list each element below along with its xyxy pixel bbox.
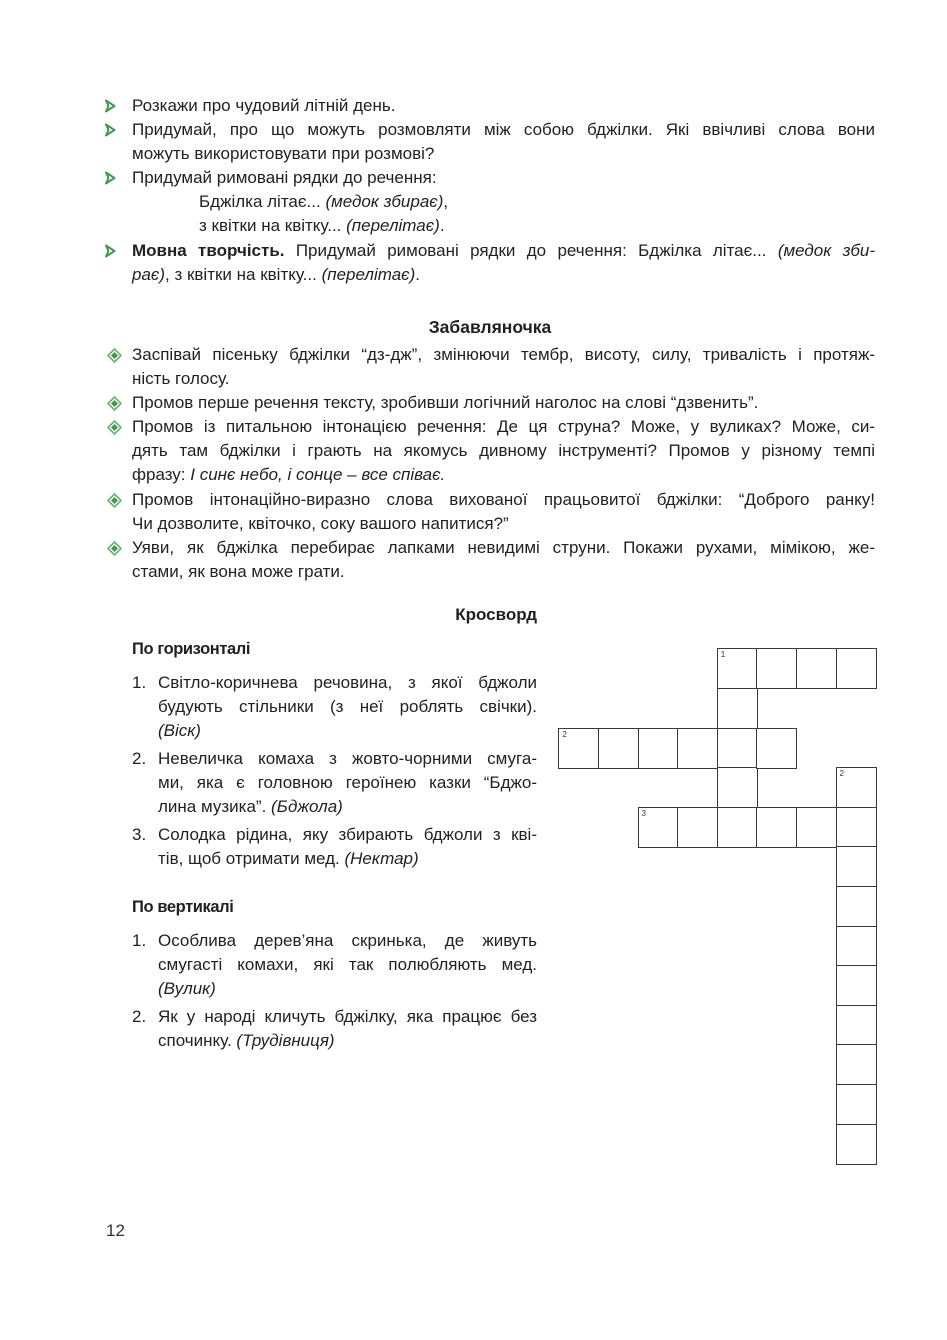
text: Придумай римовані рядки до речення: Бджілка літає... — [284, 240, 778, 260]
text: Промов інтонаційно-виразно слова вихованої працьовитої бджілки: “Доброго ранку! — [132, 489, 875, 509]
text-line — [158, 953, 537, 977]
arrow-right-outline-icon — [104, 244, 116, 258]
text: спочинку. — [158, 1031, 237, 1050]
clue-number: 1. — [132, 673, 147, 692]
italic-text: (Бджола) — [271, 797, 343, 816]
text-line — [158, 795, 537, 819]
crossword-cell — [677, 807, 718, 848]
crossword-cell — [756, 728, 797, 769]
text-line — [132, 488, 875, 512]
crossword-grid — [559, 649, 879, 1169]
text: Придумай римовані рядки до речення: — [132, 168, 437, 188]
text-line — [158, 771, 537, 795]
crossword-cell — [717, 688, 758, 729]
text-line — [132, 263, 875, 287]
cell-number: 2 — [562, 729, 567, 739]
text: Розкажи про чудовий літній день. — [132, 96, 396, 115]
crossword-cell — [836, 965, 877, 1006]
game-item — [132, 415, 875, 487]
text-line — [132, 463, 875, 487]
italic-text: рає) — [132, 264, 165, 284]
diamond-bullet-icon — [107, 348, 122, 363]
text-line — [158, 847, 537, 871]
page-number: 12 — [106, 1221, 125, 1240]
italic-text: (Нектар) — [344, 849, 419, 868]
crossword-cell — [717, 728, 758, 769]
text: ність голосу. — [132, 369, 230, 389]
diamond-bullet-icon — [107, 541, 122, 556]
text: Бджілка літає... — [199, 192, 326, 212]
text: з квітки на квітку... — [199, 216, 347, 236]
down-clues — [132, 925, 537, 1053]
diamond-bullet-icon — [107, 396, 122, 411]
text: лина музика”. — [158, 797, 272, 816]
crossword-cell — [756, 807, 797, 848]
clue-number: 3. — [132, 825, 147, 844]
game-section — [132, 343, 875, 584]
cell-number: 1 — [720, 650, 726, 660]
text: Промов із питальною інтонацією речення: Де ця струна? Може, у вуликах? Може, си- — [132, 417, 875, 437]
text: дять там бджілки і грають на якомусь дивному інструменті? Промов у різному темпі — [132, 441, 875, 461]
game-item — [132, 536, 875, 584]
task-item — [132, 166, 875, 238]
text: фразу: — [132, 465, 191, 485]
text: Особлива дерев’яна скринька, де живуть — [158, 931, 537, 950]
task-item — [132, 118, 875, 166]
across-clues — [132, 667, 537, 871]
text-line — [158, 1029, 537, 1053]
text-line — [158, 1005, 537, 1029]
crossword-cell — [836, 648, 877, 689]
crossword-cell — [717, 648, 758, 689]
game-section-title: Забавляночка — [428, 317, 552, 337]
crossword-title: Кросворд — [455, 605, 537, 624]
crossword-cell — [836, 846, 877, 887]
text: стами, як вона може грати. — [132, 561, 345, 581]
crossword-cell — [836, 1005, 877, 1046]
text: . — [439, 216, 445, 236]
clue-number: 2. — [132, 749, 147, 768]
arrow-right-outline-icon — [104, 171, 116, 185]
italic-text: (медок збирає) — [325, 192, 444, 212]
cell-number: 3 — [641, 808, 646, 818]
italic-text: (Віск) — [158, 721, 201, 740]
text: Придумай, про що можуть розмовляти між собою бджілки. Які ввічливі слова вони — [132, 120, 875, 140]
crossword-cell — [638, 728, 679, 769]
crossword-cell — [836, 1044, 877, 1085]
clue-item — [132, 929, 537, 1001]
text: можуть використовувати при розмові? — [132, 144, 435, 164]
text-line — [158, 929, 537, 953]
italic-text: (медок зби- — [777, 240, 875, 260]
clue-number: 2. — [132, 1007, 147, 1026]
task-item — [132, 94, 875, 118]
text-line — [132, 391, 875, 415]
text-line — [158, 823, 537, 847]
crossword-cell — [796, 807, 837, 848]
italic-text: (Трудівниця) — [236, 1031, 335, 1050]
text-line — [158, 671, 537, 695]
text-line — [132, 94, 875, 118]
text-line — [132, 439, 875, 463]
crossword-cell — [836, 1084, 877, 1125]
arrow-right-outline-icon — [104, 99, 116, 113]
clue-item — [132, 823, 537, 871]
crossword-cell — [756, 648, 797, 689]
clue-item — [132, 671, 537, 743]
text: Невеличка комаха з жовто-чорними смуга- — [158, 749, 537, 768]
text: тів, щоб отримати мед. — [158, 849, 345, 868]
crossword-cell — [598, 728, 639, 769]
text: , — [443, 192, 449, 212]
text-line — [132, 166, 875, 190]
text: ми, яка є головною героїнею казки “Бджо- — [158, 773, 537, 792]
text-line — [132, 142, 875, 166]
crossword-cell — [717, 767, 758, 808]
text: Світло-коричнева речовина, з якої бджоли — [158, 673, 537, 692]
tasks-section — [132, 94, 875, 287]
diamond-bullet-icon — [107, 493, 122, 508]
italic-text: (перелітає) — [346, 216, 440, 236]
crossword-cell — [717, 807, 758, 848]
crossword-cell — [638, 807, 679, 848]
crossword-cell — [796, 648, 837, 689]
crossword-cell — [836, 767, 877, 808]
game-item — [132, 488, 875, 536]
text: Як у народі кличуть бджілку, яка працює без — [158, 1007, 537, 1026]
text-line — [132, 536, 875, 560]
text-line — [158, 977, 537, 1001]
text-line — [132, 512, 875, 536]
text: будують стільники (з неї роблять свічки). — [158, 697, 537, 716]
text: Заспівай пісеньку бджілки “дз-дж”, змінюючи тембр, висоту, силу, тривалість і протяж- — [132, 345, 875, 364]
game-item — [132, 343, 875, 391]
text: смугасті комахи, які так полюбляють мед. — [158, 955, 537, 974]
task-item — [132, 239, 875, 287]
text-line — [132, 415, 875, 439]
text-line — [132, 239, 875, 263]
crossword-cell — [836, 886, 877, 927]
across-heading: По горизонталі — [132, 640, 251, 658]
italic-text: (перелітає) — [321, 264, 416, 284]
text: Чи дозволите, квіточко, соку вашого напитися?” — [132, 513, 509, 533]
crossword-cell — [677, 728, 718, 769]
clue-item — [132, 747, 537, 819]
text-line — [199, 190, 875, 214]
crossword-cell — [558, 728, 599, 769]
text-line — [158, 695, 537, 719]
text-line — [132, 343, 875, 367]
crossword-cell — [836, 1124, 877, 1165]
bold-text: Мовна творчість. — [132, 240, 285, 260]
text-line — [132, 118, 875, 142]
text: Солодка рідина, яку збирають бджоли з кві- — [158, 825, 537, 844]
arrow-right-outline-icon — [104, 123, 116, 137]
text: Промов перше речення тексту, зробивши логічний наголос на слові “дзвенить”. — [132, 393, 759, 413]
clue-number: 1. — [132, 931, 147, 950]
crossword-cell — [836, 926, 877, 967]
game-item — [132, 391, 875, 415]
text-line — [158, 719, 537, 743]
italic-text: (Вулик) — [158, 979, 216, 998]
verse-block — [132, 190, 875, 238]
text: Уяви, як бджілка перебирає лапками невидимі струни. Покажи рухами, мімікою, же- — [132, 537, 875, 557]
down-heading: По вертикалі — [132, 898, 234, 916]
text-line — [132, 367, 875, 391]
crossword-cell — [836, 807, 877, 848]
clue-item — [132, 1005, 537, 1053]
italic-text: І синє небо, і сонце – все співає. — [190, 465, 446, 485]
text-line — [199, 214, 875, 238]
text-line — [158, 747, 537, 771]
text: . — [415, 264, 421, 284]
text-line — [132, 560, 875, 584]
diamond-bullet-icon — [107, 420, 122, 435]
cell-number: 2 — [839, 769, 844, 779]
text: , з квітки на квітку... — [165, 264, 322, 284]
